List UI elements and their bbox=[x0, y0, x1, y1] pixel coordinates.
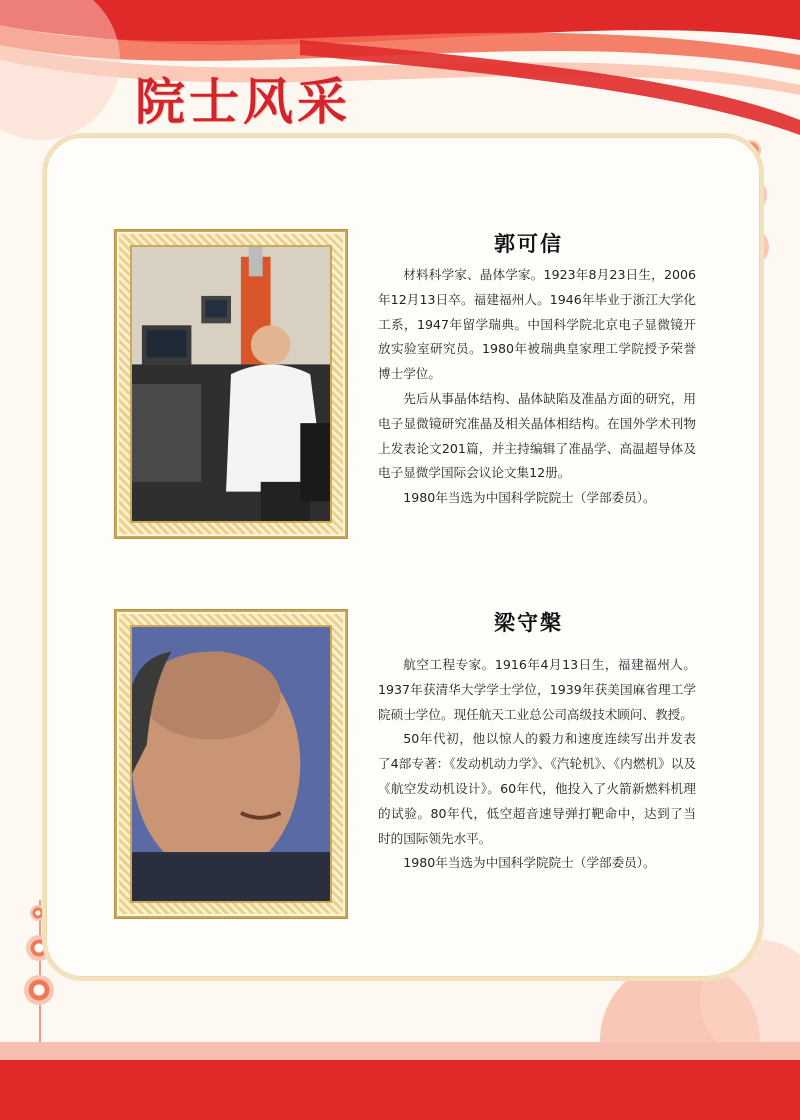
profile-name: 梁守槃 bbox=[494, 611, 563, 635]
bio-paragraph: 1980年当选为中国科学院院士（学部委员）。 bbox=[403, 490, 656, 506]
profile-bio bbox=[378, 653, 696, 876]
profile-bio bbox=[378, 263, 696, 511]
bio-paragraph: 1980年当选为中国科学院院士（学部委员）。 bbox=[403, 855, 656, 871]
photo-frame bbox=[115, 610, 347, 918]
bottom-band bbox=[0, 1060, 800, 1120]
photo-frame bbox=[115, 230, 347, 538]
bottom-band-light bbox=[0, 1042, 800, 1060]
profile-name: 郭可信 bbox=[494, 232, 563, 256]
page-title: 院士风采 bbox=[135, 72, 351, 131]
decor-dot-icon bbox=[24, 975, 54, 1005]
bio-paragraph: 50年代初，他以惊人的毅力和速度连续写出并发表了4部专著：《发动机动力学》、《汽轮机》、《内燃机》以及《航空发动机设计》。60年代，他投入了火箭新燃料机理的试验。80年代，低空超音速导弹打靶命中，达到了当时的国际领先水平。 bbox=[378, 731, 696, 846]
bio-paragraph: 材料科学家、晶体学家。1923年8月23日生，2006年12月13日卒。福建福州人。1946年毕业于浙江大学化工系，1947年留学瑞典。中国科学院北京电子显微镜开放实验室研究员。1980年被瑞典皇家理工学院授予荣誉博士学位。 bbox=[378, 267, 696, 382]
bio-paragraph: 航空工程专家。1916年4月13日生，福建福州人。1937年获清华大学学士学位，1939年获美国麻省理工学院硕士学位。现任航天工业总公司高级技术顾问、教授。 bbox=[378, 657, 696, 722]
bio-paragraph: 先后从事晶体结构、晶体缺陷及准晶方面的研究，用电子显微镜研究准晶及相关晶体相结构。在国外学术刊物上发表论文201篇，并主持编辑了准晶学、高温超导体及电子显微学国际会议论文集12册。 bbox=[378, 390, 696, 481]
scientist-at-microscope-photo bbox=[130, 245, 332, 523]
portrait-photo bbox=[130, 625, 332, 903]
